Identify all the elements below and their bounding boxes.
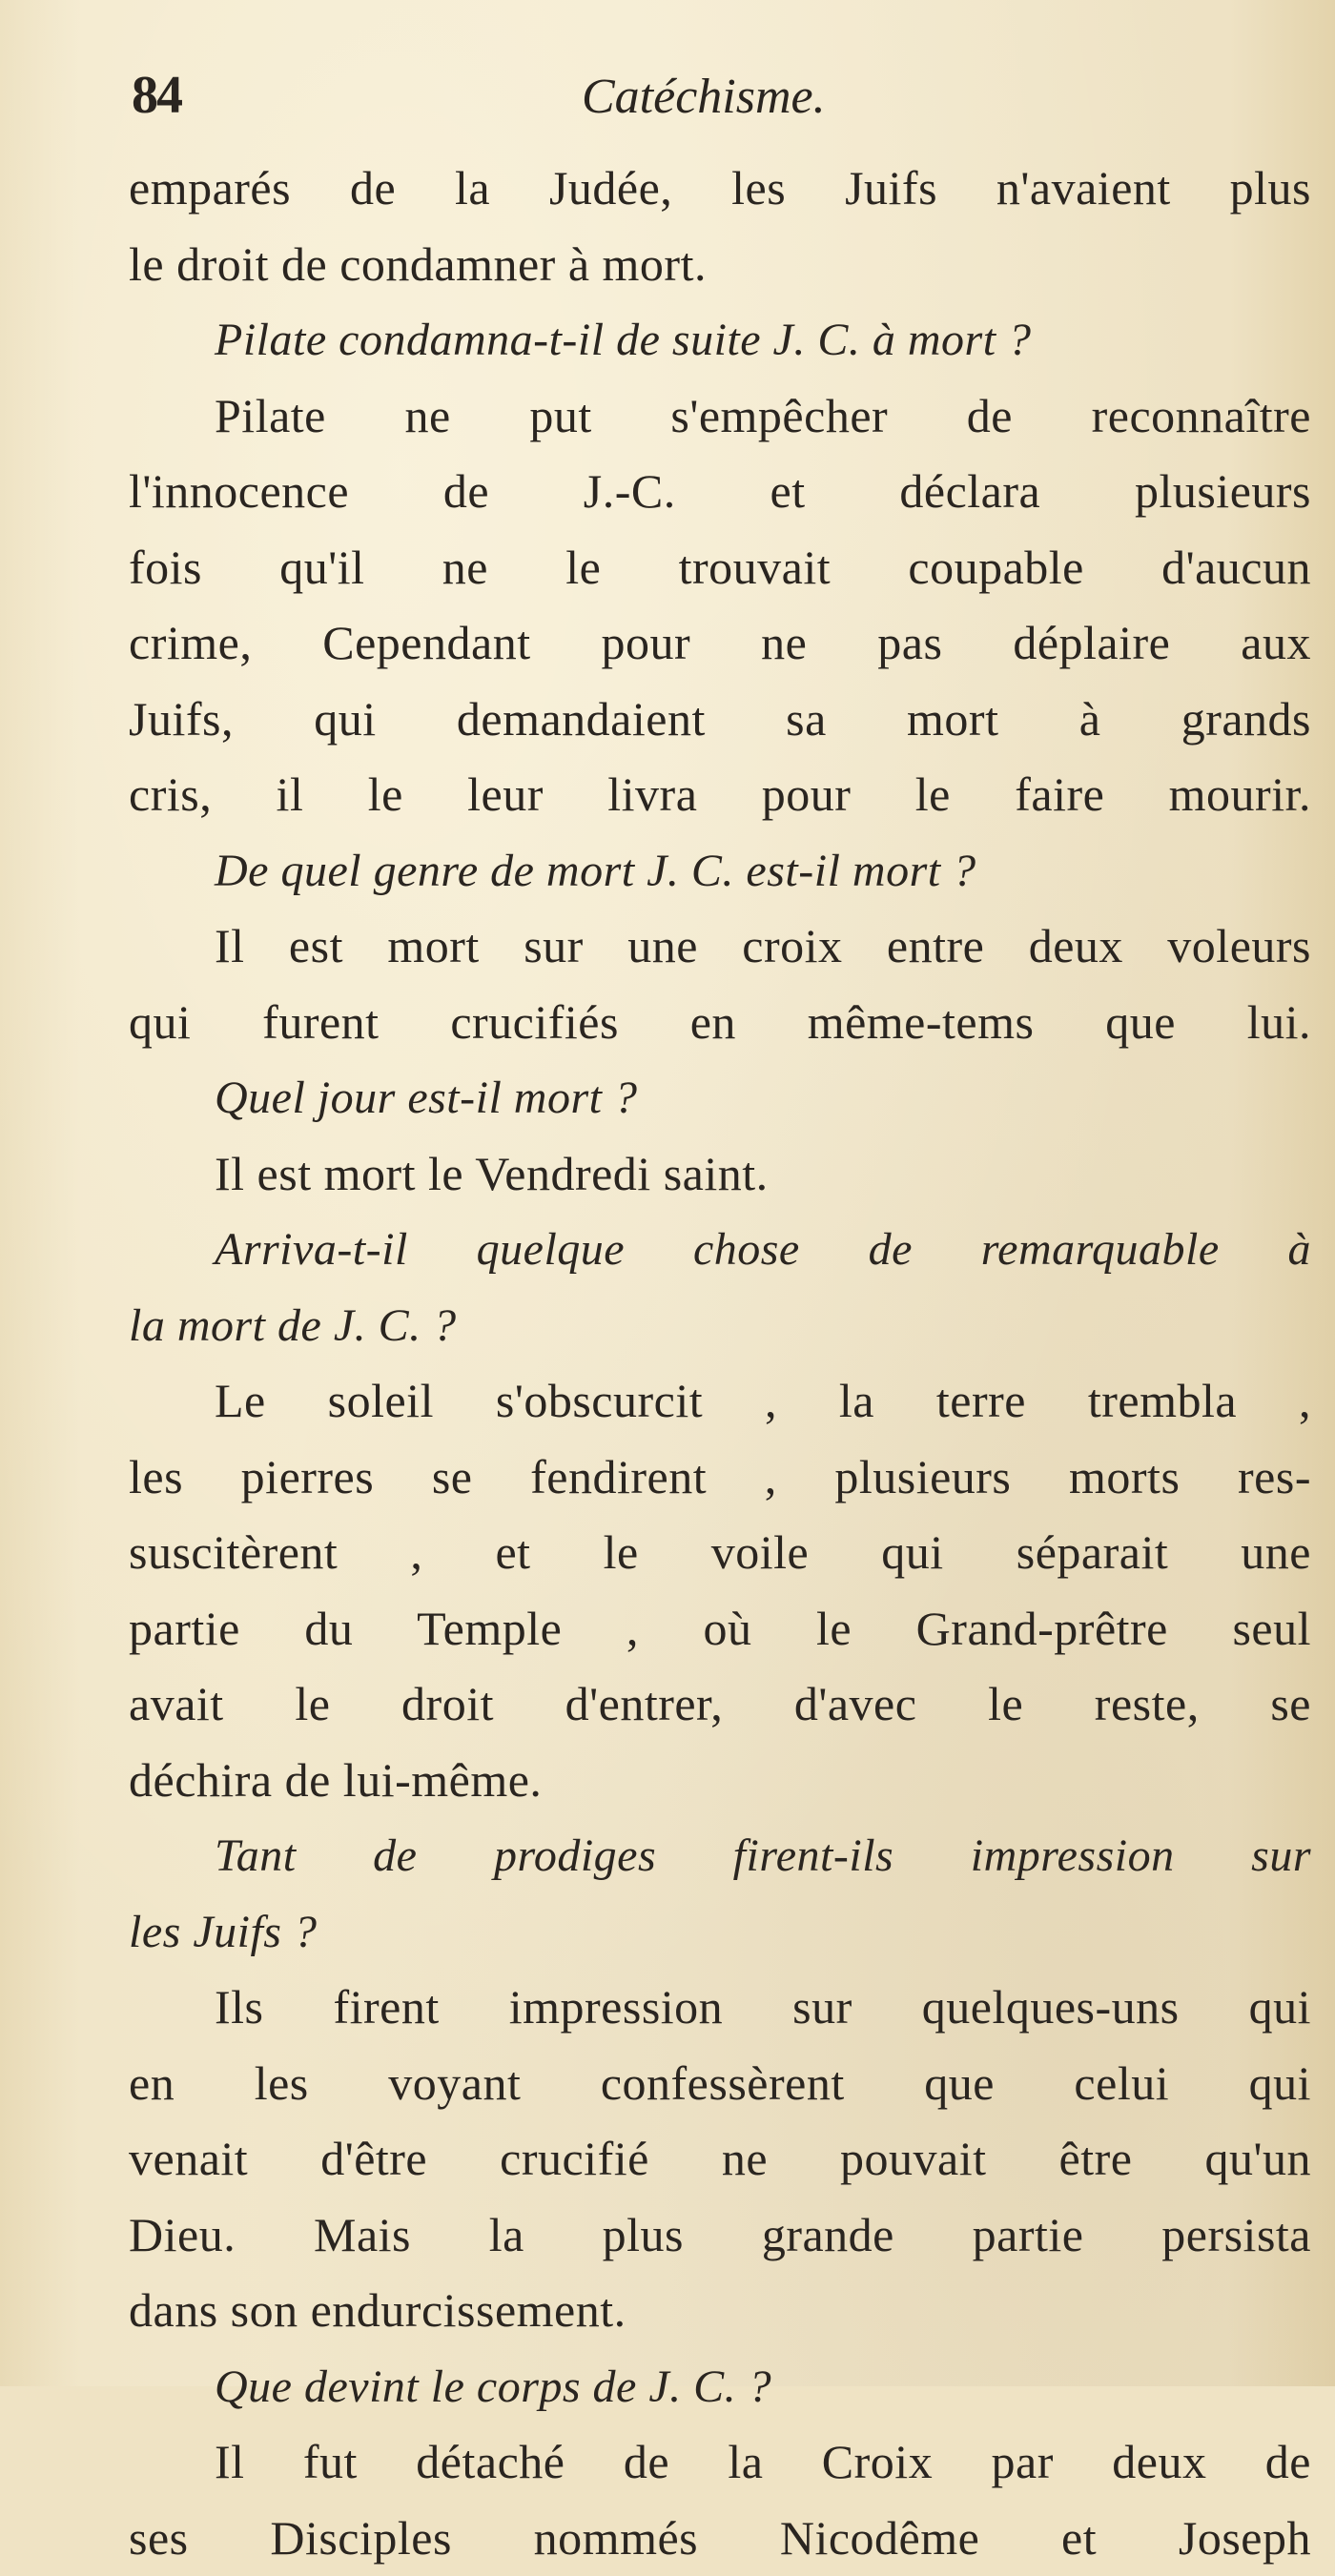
answer-line: Juifs, qui demandaient sa mort à grands: [129, 682, 1311, 758]
answer-line: les pierres se fendirent , plusieurs morts res-: [129, 1440, 1311, 1516]
answer-line: crime, Cependant pour ne pas déplaire aux: [129, 605, 1311, 682]
question-line: les Juifs ?: [129, 1894, 1316, 1971]
answer-line: le droit de condamner à mort.: [129, 227, 1311, 303]
answer-line: fois qu'il ne le trouvait coupable d'aucun: [129, 530, 1311, 606]
answer-line: Il est mort le Vendredi saint.: [129, 1136, 1311, 1213]
answer-line: l'innocence de J.-C. et déclara plusieurs: [129, 454, 1311, 530]
question-line: Arriva-t-il quelque chose de remarquable à: [129, 1212, 1311, 1288]
question-line: Tant de prodiges firent-ils impression sur: [129, 1818, 1311, 1894]
answer-line: en les voyant confessèrent que celui qui: [129, 2046, 1311, 2122]
answer-line: venait d'être crucifié ne pouvait être qu'un: [129, 2121, 1311, 2198]
answer-line: ses Disciples nommés Nicodême et Joseph: [129, 2501, 1311, 2576]
answer-line: Pilate ne put s'empêcher de reconnaître: [129, 378, 1311, 455]
question-line: De quel genre de mort J. C. est-il mort ?: [129, 833, 1311, 910]
question-line: Quel jour est-il mort ?: [129, 1060, 1311, 1136]
page-number: 84: [132, 65, 181, 126]
body-text: [129, 151, 1321, 2576]
answer-line: suscitèrent , et le voile qui séparait une: [129, 1515, 1311, 1591]
question-line: Pilate condamna-t-il de suite J. C. à mort ?: [129, 302, 1311, 378]
answer-line: Dieu. Mais la plus grande partie persista: [129, 2198, 1311, 2274]
page-header: [124, 65, 1297, 141]
question-line: la mort de J. C. ?: [129, 1288, 1316, 1364]
answer-line: cris, il le leur livra pour le faire mourir.: [129, 757, 1311, 833]
answer-line: déchira de lui-même.: [129, 1743, 1311, 1819]
answer-line: qui furent crucifiés en même-tems que lui.: [129, 985, 1311, 1061]
answer-line: Le soleil s'obscurcit , la terre trembla ,: [129, 1363, 1311, 1440]
answer-line: dans son endurcissement.: [129, 2273, 1311, 2349]
answer-line: Ils firent impression sur quelques-uns qui: [129, 1970, 1311, 2046]
answer-line: partie du Temple , où le Grand-prêtre seul: [129, 1591, 1311, 1667]
answer-line: Il fut détaché de la Croix par deux de: [129, 2424, 1311, 2501]
answer-line: Il est mort sur une croix entre deux voleurs: [129, 909, 1311, 985]
answer-line: avait le droit d'entrer, d'avec le reste, se: [129, 1666, 1311, 1743]
question-line: Que devint le corps de J. C. ?: [129, 2349, 1311, 2425]
answer-line: emparés de la Judée, les Juifs n'avaient plus: [129, 151, 1311, 227]
running-title: Catéchisme.: [582, 69, 826, 125]
